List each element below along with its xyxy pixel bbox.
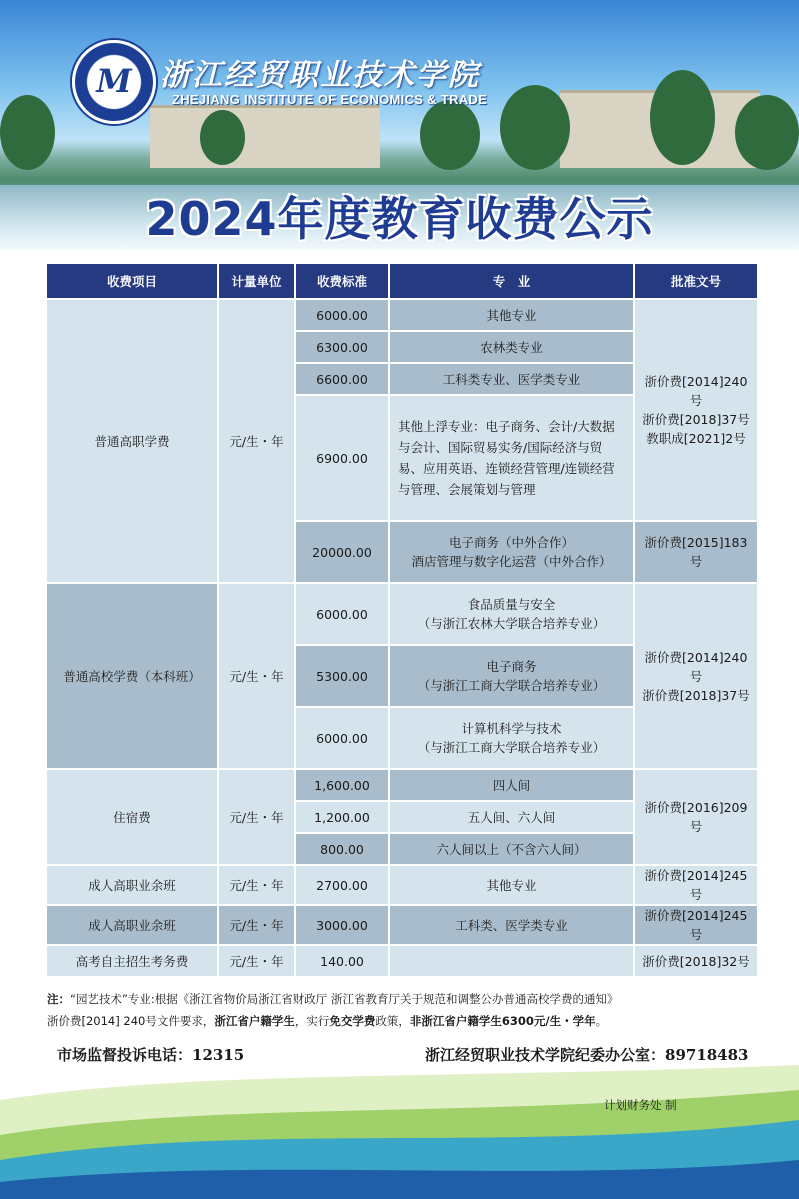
item-cell: 住宿费 bbox=[47, 770, 217, 864]
tree bbox=[735, 95, 799, 170]
tree bbox=[200, 110, 245, 165]
table-row bbox=[47, 770, 757, 800]
approval-cell: 浙价费[2016]209号 bbox=[635, 770, 757, 864]
major-line: （与浙江工商大学联合培养专业） bbox=[417, 678, 606, 693]
unit-cell: 元/生・年 bbox=[219, 866, 294, 904]
approval-line: 浙价费[2018]37号 bbox=[642, 412, 750, 427]
approval-line: 浙价费[2014]240号 bbox=[644, 649, 748, 684]
approval-cell: 浙价费[2018]32号 bbox=[635, 946, 757, 976]
unit-cell: 元/生・年 bbox=[219, 906, 294, 944]
table-row bbox=[47, 946, 757, 976]
major-cell bbox=[390, 708, 633, 768]
major-cell: 其他上浮专业：电子商务、会计/大数据与会计、国际贸易实务/国际经济与贸易、应用英语、连锁经营管理/连锁经营与管理、会展策划与管理 bbox=[390, 396, 633, 520]
major-line: 电子商务（中外合作） bbox=[448, 535, 574, 550]
major-cell bbox=[390, 946, 633, 976]
fee-cell: 140.00 bbox=[296, 946, 388, 976]
header-fee: 收费标准 bbox=[296, 264, 388, 298]
header-item: 收费项目 bbox=[47, 264, 217, 298]
logo-mark: M bbox=[96, 62, 132, 100]
issuing-department: 计划财务处 制 bbox=[604, 1098, 677, 1112]
approval-cell bbox=[635, 300, 757, 520]
item-cell: 高考自主招生考务费 bbox=[47, 946, 217, 976]
fee-cell: 6600.00 bbox=[296, 364, 388, 394]
approval-cell bbox=[635, 584, 757, 768]
fee-cell: 6300.00 bbox=[296, 332, 388, 362]
header-approval: 批准文号 bbox=[635, 264, 757, 298]
major-cell: 四人间 bbox=[390, 770, 633, 800]
major-cell: 五人间、六人间 bbox=[390, 802, 633, 832]
fee-cell: 6000.00 bbox=[296, 584, 388, 644]
table-row bbox=[47, 300, 757, 330]
fee-cell: 3000.00 bbox=[296, 906, 388, 944]
fee-cell: 6900.00 bbox=[296, 396, 388, 520]
approval-cell: 浙价费[2014]245号 bbox=[635, 906, 757, 944]
item-cell: 普通高校学费（本科班） bbox=[47, 584, 217, 768]
table-row bbox=[47, 866, 757, 904]
table-row bbox=[47, 906, 757, 944]
major-line: 酒店管理与数字化运营（中外合作） bbox=[411, 554, 612, 569]
header-major: 专 业 bbox=[390, 264, 633, 298]
item-cell: 成人高职业余班 bbox=[47, 906, 217, 944]
fee-table bbox=[45, 262, 759, 978]
decorative-waves bbox=[0, 1060, 799, 1199]
approval-cell: 浙价费[2014]245号 bbox=[635, 866, 757, 904]
note-line-2 bbox=[47, 1010, 767, 1032]
fee-cell: 1,600.00 bbox=[296, 770, 388, 800]
note-emphasis: 浙江省户籍学生 bbox=[214, 1014, 295, 1028]
major-cell: 六人间以上（不含六人间） bbox=[390, 834, 633, 864]
tree bbox=[420, 100, 480, 170]
note-line-1 bbox=[47, 988, 767, 1010]
unit-cell: 元/生・年 bbox=[219, 300, 294, 582]
major-cell: 工科类专业、医学类专业 bbox=[390, 364, 633, 394]
table-header-row bbox=[47, 264, 757, 298]
fee-cell: 6000.00 bbox=[296, 300, 388, 330]
complaint-hotline: 市场监督投诉电话：12315 bbox=[57, 1046, 245, 1064]
note-emphasis: 非浙江省户籍学生6300元/生・学年 bbox=[409, 1014, 596, 1028]
fee-cell: 5300.00 bbox=[296, 646, 388, 706]
item-cell: 成人高职业余班 bbox=[47, 866, 217, 904]
major-line: 电子商务 bbox=[486, 659, 537, 674]
page-title: 2024年度教育收费公示 bbox=[145, 192, 654, 246]
tree bbox=[650, 70, 715, 165]
unit-cell: 元/生・年 bbox=[219, 946, 294, 976]
major-line: 计算机科学与技术 bbox=[461, 721, 562, 736]
major-line: 食品质量与安全 bbox=[467, 597, 556, 612]
major-cell: 工科类、医学类专业 bbox=[390, 906, 633, 944]
major-cell: 农林类专业 bbox=[390, 332, 633, 362]
campus-building bbox=[150, 105, 380, 168]
major-cell bbox=[390, 646, 633, 706]
fee-cell: 2700.00 bbox=[296, 866, 388, 904]
item-cell: 普通高职学费 bbox=[47, 300, 217, 582]
header-unit: 计量单位 bbox=[219, 264, 294, 298]
tree bbox=[0, 95, 55, 170]
approval-cell: 浙价费[2015]183号 bbox=[635, 522, 757, 582]
note-text: “园艺技术”专业:根据《浙江省物价局浙江省财政厅 浙江省教育厅关于规范和调整公办普通高校学费的通知》 bbox=[70, 992, 619, 1006]
approval-line: 浙价费[2018]37号 bbox=[642, 687, 750, 703]
unit-cell: 元/生・年 bbox=[219, 770, 294, 864]
fee-cell: 1,200.00 bbox=[296, 802, 388, 832]
approval-line: 浙价费[2014]240号 bbox=[644, 374, 748, 408]
major-cell bbox=[390, 584, 633, 644]
note-text: 政策， bbox=[375, 1014, 410, 1028]
school-name-en: ZHEJIANG INSTITUTE OF ECONOMICS & TRADE bbox=[172, 92, 488, 107]
major-line: （与浙江工商大学联合培养专业） bbox=[417, 740, 606, 755]
note-label: 注： bbox=[47, 992, 70, 1006]
fee-note bbox=[47, 988, 767, 1032]
note-text: ，实行 bbox=[294, 1014, 330, 1028]
tree bbox=[500, 85, 570, 170]
discipline-office-phone: 浙江经贸职业技术学院纪委办公室：89718483 bbox=[425, 1046, 749, 1064]
approval-line: 教职成[2021]2号 bbox=[646, 431, 746, 446]
table-row bbox=[47, 584, 757, 644]
major-cell bbox=[390, 522, 633, 582]
fee-cell: 6000.00 bbox=[296, 708, 388, 768]
fee-cell: 20000.00 bbox=[296, 522, 388, 582]
note-text: 浙价费[2014] 240号文件要求， bbox=[47, 1014, 215, 1028]
school-logo bbox=[72, 40, 156, 124]
major-cell: 其他专业 bbox=[390, 866, 633, 904]
major-cell: 其他专业 bbox=[390, 300, 633, 330]
note-text: 。 bbox=[595, 1014, 608, 1028]
note-emphasis: 免交学费 bbox=[329, 1014, 376, 1028]
school-name-cn: 浙江经贸职业技术学院 bbox=[160, 58, 480, 93]
fee-cell: 800.00 bbox=[296, 834, 388, 864]
major-line: （与浙江农林大学联合培养专业） bbox=[417, 616, 606, 631]
unit-cell: 元/生・年 bbox=[219, 584, 294, 768]
